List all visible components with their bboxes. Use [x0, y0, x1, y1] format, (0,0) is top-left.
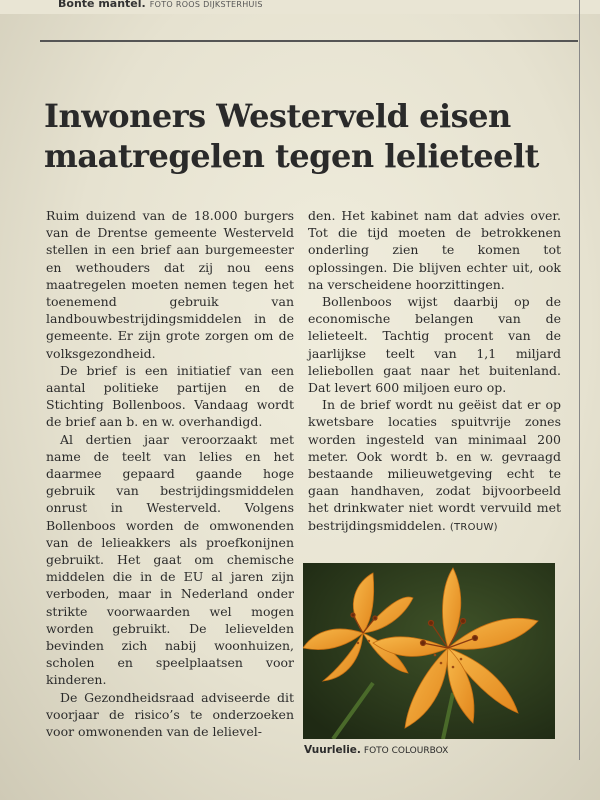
paragraph: Al dertien jaar veroorzaakt met name de teelt van lelies en het daarmee gepaard gaande hoge gebruik van bestrijdingsmiddelen onrust in Westerveld. Volgens Bollenboos worden de omwonenden van de lelieakkers als proefkonijnen gebruikt. Het gaat om chemische middelen die in de EU al jaren zijn verboden, maar in Nederland onder strikte voorwaarden wel mogen worden gebruikt. De lelievelden bevinden zich nabij woonhuizen, scholen en speelplaatsen voor kinderen. — [46, 431, 294, 688]
top-divider-rule — [40, 40, 578, 42]
article-column-1 — [46, 207, 294, 740]
article-column-2 — [308, 207, 561, 536]
paragraph-last — [308, 396, 561, 536]
source-signature: (TROUW) — [449, 521, 498, 533]
photo-caption — [304, 744, 448, 756]
paragraph-text: In de brief wordt nu geëist dat er op kwetsbare locaties spuitvrije zones worden ingesteld van minimaal 200 meter. Ook wordt b. en w. gevraagd bestaande milieuwetgeving echt te gaan handhaven, zodat bijvoorbeeld het drinkwater niet wordt vervuild met bestrijdingsmiddelen. — [308, 397, 561, 533]
photo-credit: FOTO COLOURBOX — [363, 746, 449, 756]
paragraph: Ruim duizend van de 18.000 burgers van de Drentse gemeente Westerveld stellen in een brief aan burgemeester en wethouders dat zij nou eens maatregelen moeten nemen tegen het toenemend gebruik van landbouwbestrijdingsmiddelen in de gemeente. Er zijn grote zorgen om de volksgezondheid. — [46, 208, 294, 361]
paragraph: De brief is een initiatief van een aantal politieke partijen en de Stichting Bollenboos. Vandaag wordt de brief aan b. en w. overhandigd. — [46, 362, 294, 430]
top-caption-text: Bonte mantel. — [58, 0, 146, 10]
paragraph: Bollenboos wijst daarbij op de economische belangen van de lelieteelt. Tachtig procent van de jaarlijkse teelt van 1,1 miljard leliebollen gaat naar het buitenland. Dat levert 600 miljoen euro op. — [308, 294, 561, 396]
lily-photo — [303, 563, 555, 739]
top-caption-credit: FOTO ROOS DIJKSTERHUIS — [149, 0, 263, 9]
article-headline: Inwoners Westerveld eisen maatregelen tegen lelieteelt — [44, 97, 539, 175]
previous-article-strip — [0, 0, 600, 14]
lily-photo-image — [303, 563, 555, 739]
paragraph: De Gezondheidsraad adviseerde dit voorjaar de risico’s te onderzoeken voor omwonenden van de lelievel- — [46, 689, 294, 740]
column-divider-line — [579, 0, 580, 760]
top-photo-caption — [58, 0, 263, 10]
photo-caption-text: Vuurlelie. — [304, 744, 361, 756]
paragraph: den. Het kabinet nam dat advies over. Tot die tijd moeten de betrokkenen onderling zien te komen tot oplossingen. Die blijven echter uit, ook na verscheidene hoorzittingen. — [308, 208, 561, 292]
